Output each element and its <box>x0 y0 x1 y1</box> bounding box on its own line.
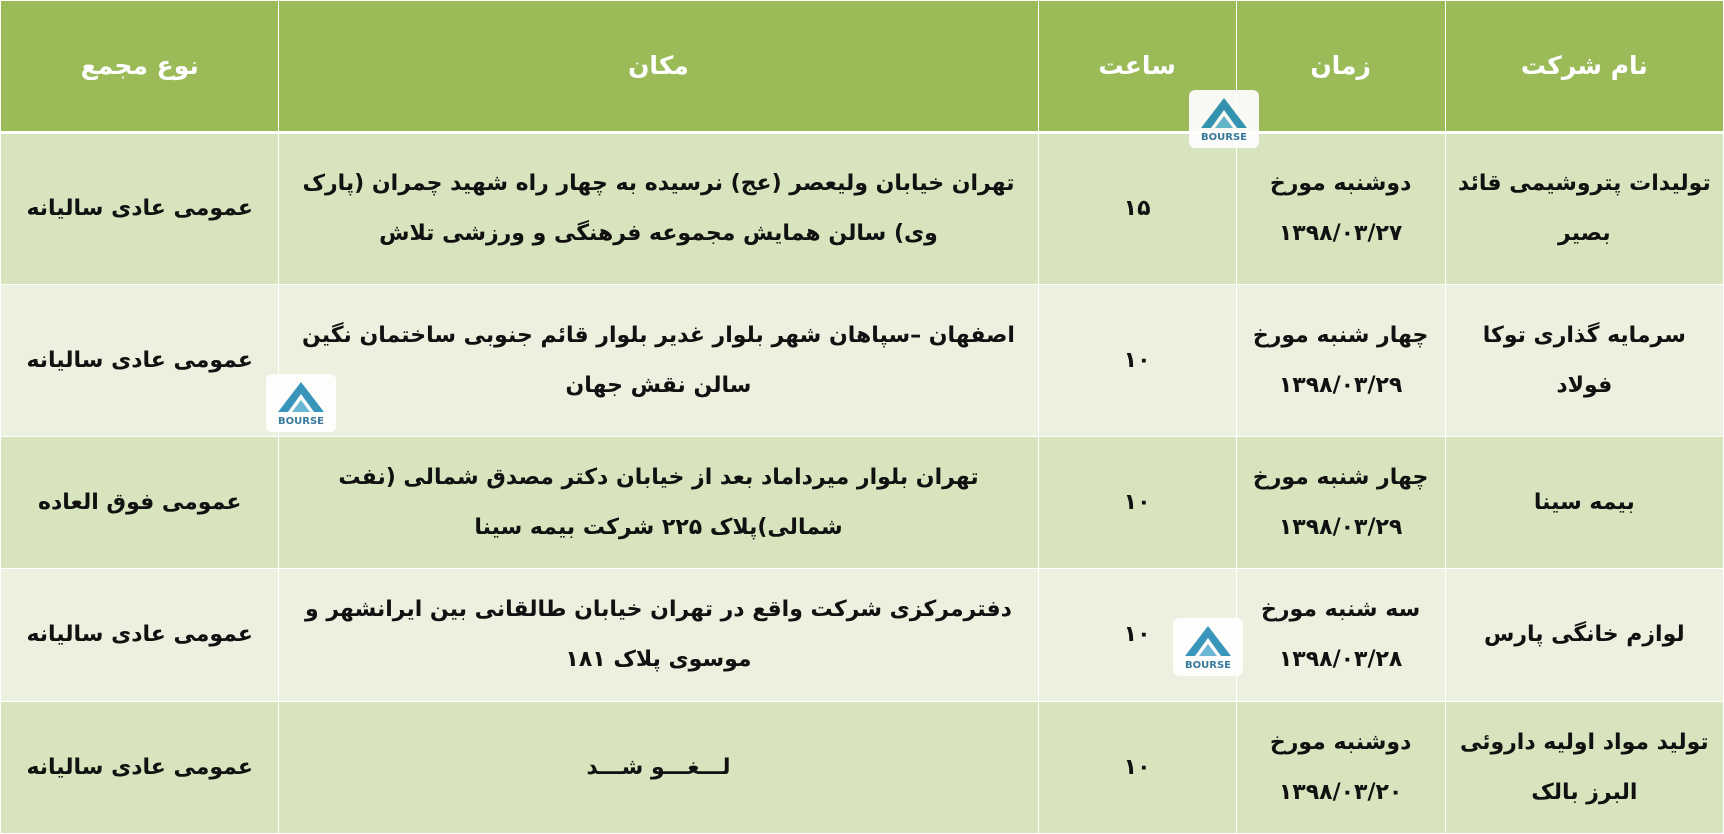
header-time: ساعت <box>1038 1 1236 133</box>
header-type: نوع مجمع <box>1 1 279 133</box>
day-text: دوشنبه مورخ <box>1269 729 1412 755</box>
company-cell: تولیدات پتروشیمی قائد بصیر <box>1445 133 1723 285</box>
type-cell: عمومی عادی سالیانه <box>1 133 279 285</box>
date-cell <box>1236 285 1445 437</box>
time-cell: ۱۰ <box>1038 285 1236 437</box>
date-text: ۱۳۹۸/۰۳/۲۸ <box>1278 647 1403 672</box>
day-text: چهار شنبه مورخ <box>1252 322 1429 348</box>
bourse-logo-icon <box>266 374 336 432</box>
date-text: ۱۳۹۸/۰۳/۲۹ <box>1278 514 1403 540</box>
date-cell <box>1236 702 1445 834</box>
header-company: نام شرکت <box>1445 1 1723 133</box>
place-cell: لـــغـــو شـــد <box>279 702 1038 834</box>
svg-text:BOURSE: BOURSE <box>1185 660 1231 671</box>
date-text: ۱۳۹۸/۰۳/۲۷ <box>1278 221 1403 246</box>
table-row <box>1 702 1724 834</box>
day-text: سه شنبه مورخ <box>1261 597 1421 622</box>
place-cell: دفترمرکزی شرکت واقع در تهران خیابان طالقانی بین ایرانشهر و موسوی پلاک ۱۸۱ <box>279 569 1038 702</box>
date-cell <box>1236 437 1445 569</box>
time-cell: ۱۰ <box>1038 702 1236 834</box>
type-cell: عمومی عادی سالیانه <box>1 569 279 702</box>
date-text: ۱۳۹۸/۰۳/۲۰ <box>1278 779 1403 805</box>
place-cell: تهران خیابان ولیعصر (عج) نرسیده به چهار راه شهید چمران (پارک وی) سالن همایش مجموعه فرهنگی و ورزشی تلاش <box>279 133 1038 285</box>
svg-text:BOURSE: BOURSE <box>278 416 324 427</box>
day-text: دوشنبه مورخ <box>1269 171 1412 196</box>
header-date: زمان <box>1236 1 1445 133</box>
time-cell: ۱۰ <box>1038 437 1236 569</box>
date-text: ۱۳۹۸/۰۳/۲۹ <box>1278 372 1403 398</box>
place-cell: تهران بلوار میرداماد بعد از خیابان دکتر مصدق شمالی (نفت شمالی)پلاک ۲۲۵ شرکت بیمه سینا <box>279 437 1038 569</box>
bourse-logo-icon <box>1189 90 1259 148</box>
type-cell: عمومی عادی سالیانه <box>1 702 279 834</box>
table-row <box>1 437 1724 569</box>
time-cell: ۱۵ <box>1038 133 1236 285</box>
company-cell: تولید مواد اولیه داروئی البرز بالک <box>1445 702 1723 834</box>
bourse-logo-icon <box>1173 618 1243 676</box>
company-cell: بیمه سینا <box>1445 437 1723 569</box>
table-header-row <box>1 1 1724 133</box>
date-cell <box>1236 569 1445 702</box>
day-text: چهار شنبه مورخ <box>1252 464 1429 490</box>
table-row <box>1 133 1724 285</box>
place-cell: اصفهان –سپاهان شهر بلوار غدیر بلوار قائم جنوبی ساختمان نگین سالن نقش جهان <box>279 285 1038 437</box>
company-cell: سرمایه گذاری توکا فولاد <box>1445 285 1723 437</box>
header-place: مکان <box>279 1 1038 133</box>
table-row <box>1 569 1724 702</box>
date-cell <box>1236 133 1445 285</box>
type-cell: عمومی فوق العاده <box>1 437 279 569</box>
type-cell: عمومی عادی سالیانه <box>1 285 279 437</box>
table-row <box>1 285 1724 437</box>
svg-text:BOURSE: BOURSE <box>1201 132 1247 143</box>
time-cell: ۱۰ <box>1038 569 1236 702</box>
company-cell: لوازم خانگی پارس <box>1445 569 1723 702</box>
